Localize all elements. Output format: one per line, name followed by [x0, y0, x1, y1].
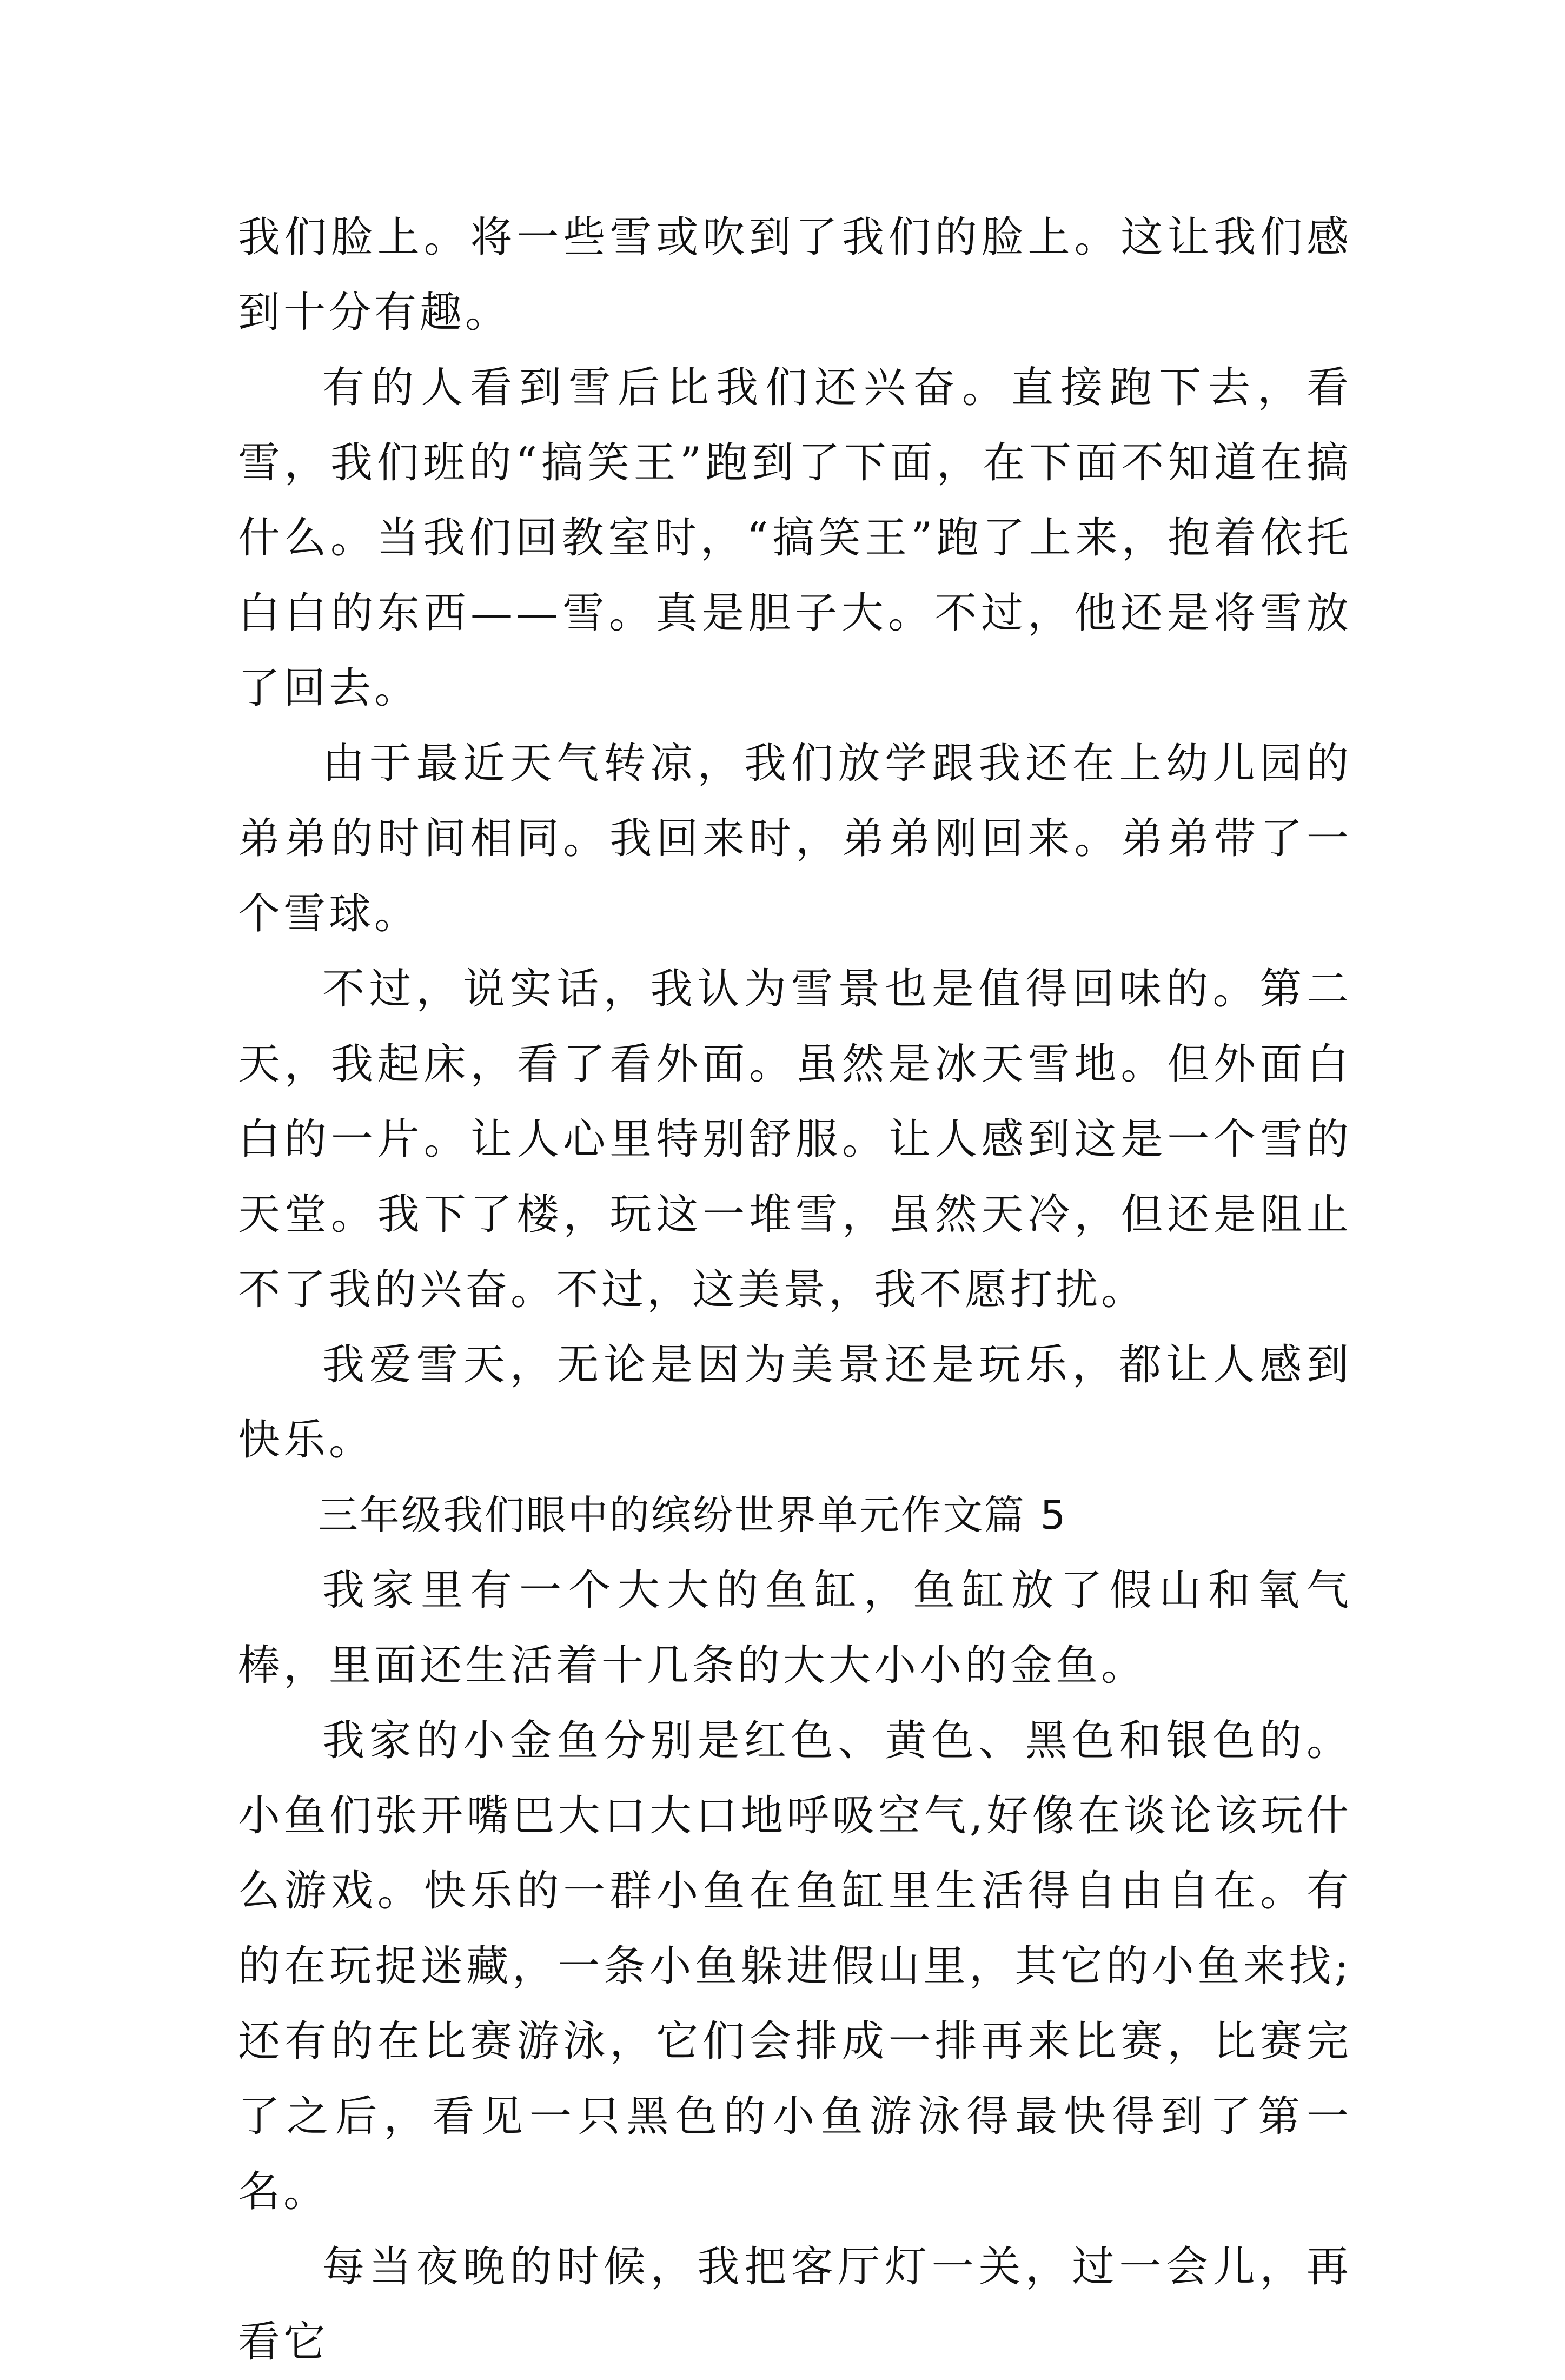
paragraph-2: 有的人看到雪后比我们还兴奋。直接跑下去，看雪，我们班的“搞笑王”跑到了下面，在下面不知道在搞什么。当我们回教室时，“搞笑王”跑了上来，抱着依托白白的东西——雪。真是胆子大。不过，他还是将雪放了回去。	[238, 363, 1352, 713]
body-text	[238, 200, 1352, 2380]
paragraph-7: 我家的小金鱼分别是红色、黄色、黑色和银色的。小鱼们张开嘴巴大口大口地呼吸空气,好像在谈论该玩什么游戏。快乐的一群小鱼在鱼缸里生活得自由自在。有的在玩捉迷藏，一条小鱼躲进假山里，其它的小鱼来找;还有的在比赛游泳，它们会排成一排再来比赛，比赛完了之后，看见一只黑色的小鱼游泳得最快得到了第一名。	[238, 1716, 1352, 2216]
paragraph-1: 我们脸上。将一些雪或吹到了我们的脸上。这让我们感到十分有趣。	[238, 213, 1352, 337]
paragraph-6: 我家里有一个大大的鱼缸，鱼缸放了假山和氧气棒，里面还生活着十几条的大大小小的金鱼。	[238, 1566, 1352, 1690]
section-heading: 三年级我们眼中的缤纷世界单元作文篇 5	[318, 1492, 1067, 1539]
paragraph-5: 我爱雪天，无论是因为美景还是玩乐，都让人感到快乐。	[238, 1341, 1352, 1464]
paragraph-3: 由于最近天气转凉，我们放学跟我还在上幼儿园的弟弟的时间相同。我回来时，弟弟刚回来。弟弟带了一个雪球。	[238, 739, 1352, 938]
paragraph-8: 每当夜晚的时候，我把客厅灯一关，过一会儿，再看它	[238, 2243, 1352, 2366]
paragraph-4: 不过，说实话，我认为雪景也是值得回味的。第二天，我起床，看了看外面。虽然是冰天雪地。但外面白白的一片。让人心里特别舒服。让人感到这是一个雪的天堂。我下了楼，玩这一堆雪，虽然天冷，但还是阻止不了我的兴奋。不过，这美景，我不愿打扰。	[238, 965, 1352, 1314]
